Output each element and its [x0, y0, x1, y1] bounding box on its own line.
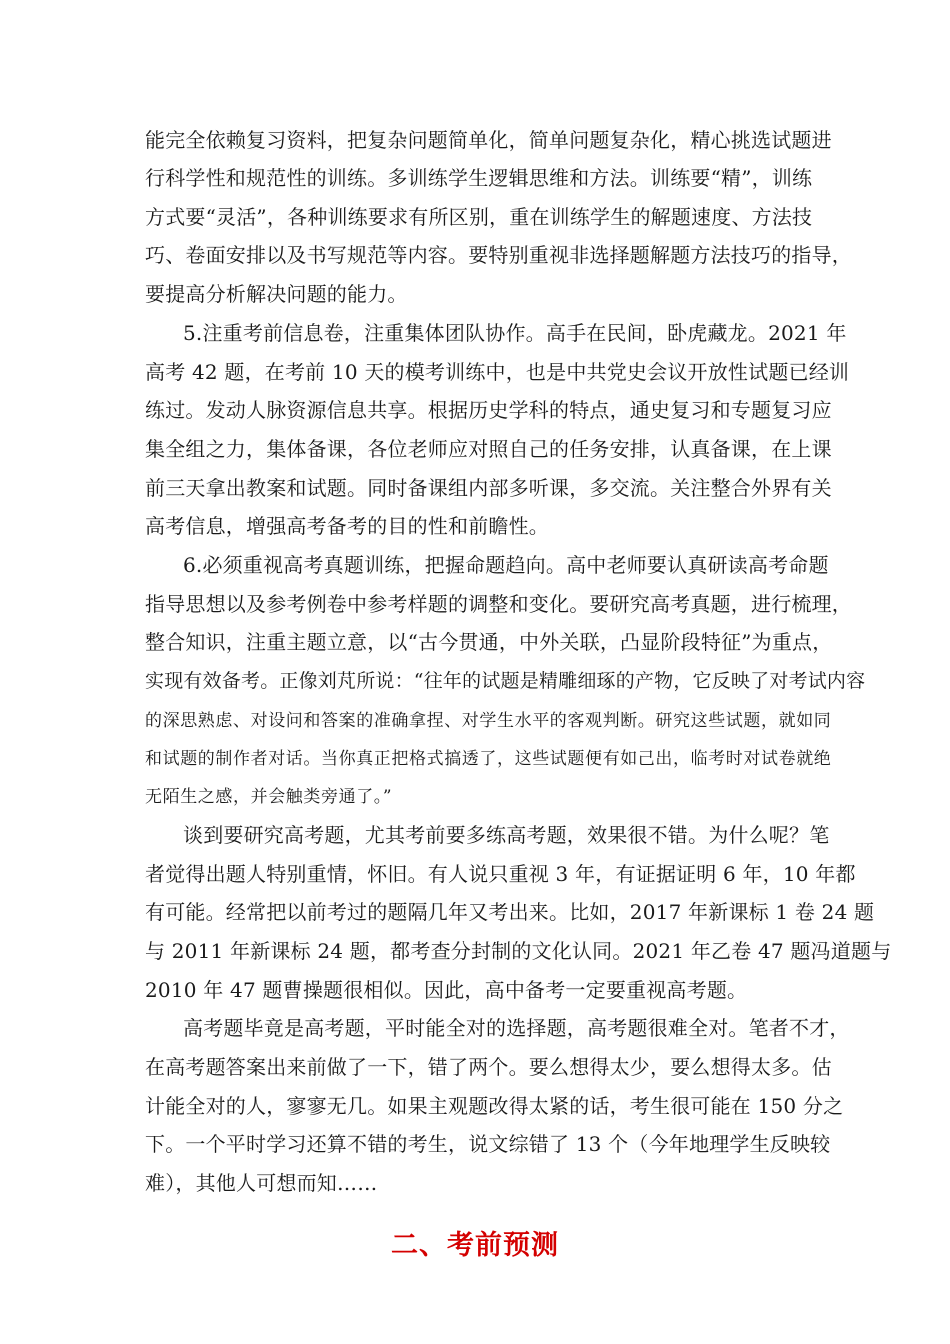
paragraph-line: 要提高分析解决问题的能力。 [145, 282, 408, 306]
paragraph-line: 高考信息，增强高考备考的目的性和前瞻性。 [145, 514, 549, 538]
paragraph-line: 高考题毕竟是高考题，平时能全对的选择题，高考题很难全对。笔者不才， [183, 1016, 850, 1040]
quote-line: 无陌生之感，并会触类旁通了。” [145, 787, 393, 807]
paragraph-line: 在高考题答案出来前做了一下，错了两个。要么想得太少，要么想得太多。估 [145, 1055, 832, 1079]
paragraph-line: 有可能。经常把以前考过的题隔几年又考出来。比如，2017 年新课标 1 卷 24 题 [145, 900, 875, 924]
paragraph-line: 集全组之力，集体备课，各位老师应对照自己的任务安排，认真备课，在上课 [145, 437, 832, 461]
paragraph-line: 与 2011 年新课标 24 题，都考查分封制的文化认同。2021 年乙卷 47 题冯道题与 [145, 939, 892, 963]
paragraph-line: 巧、卷面安排以及书写规范等内容。要特别重视非选择题解题方法技巧的指导， [145, 243, 852, 267]
paragraph-line: 计能全对的人，寥寥无几。如果主观题改得太紧的话，考生很可能在 150 分之 [145, 1094, 844, 1118]
paragraph-line: 练过。发动人脉资源信息共享。根据历史学科的特点，通史复习和专题复习应 [145, 398, 832, 422]
paragraph-line: 6.必须重视高考真题训练，把握命题趋向。高中老师要认真研读高考命题 [183, 553, 829, 577]
paragraph-line: 实现有效备考。正像刘芃所说：“往年的试题是精雕细琢的产物，它反映了对考试内容 [145, 670, 866, 692]
paragraph-line: 5.注重考前信息卷，注重集体团队协作。高手在民间，卧虎藏龙。2021 年 [183, 321, 847, 345]
paragraph-line: 能完全依赖复习资料，把复杂问题简单化，简单问题复杂化，精心挑选试题进 [145, 128, 832, 152]
paragraph-line: 下。一个平时学习还算不错的考生，说文综错了 13 个（今年地理学生反映较 [145, 1132, 831, 1156]
paragraph-line: 者觉得出题人特别重情，怀旧。有人说只重视 3 年，有证据证明 6 年，10 年都 [145, 862, 856, 886]
paragraph-line: 指导思想以及参考例卷中参考样题的调整和变化。要研究高考真题，进行梳理， [145, 592, 852, 616]
quote-line: 和试题的制作者对话。当你真正把格式搞透了，这些试题便有如己出，临考时对试卷就绝 [145, 749, 832, 769]
paragraph-line: 方式要“灵活”，各种训练要求有所区别，重在训练学生的解题速度、方法技 [145, 205, 813, 229]
paragraph-line: 难），其他人可想而知…… [145, 1171, 378, 1195]
paragraph-line: 整合知识，注重主题立意，以“古今贯通，中外关联，凸显阶段特征”为重点， [145, 630, 833, 654]
paragraph-line: 前三天拿出教案和试题。同时备课组内部多听课，多交流。关注整合外界有关 [145, 476, 832, 500]
paragraph-line: 行科学性和规范性的训练。多训练学生逻辑思维和方法。训练要“精”，训练 [145, 166, 813, 190]
quote-line: 的深思熟虑、对设问和答案的准确拿捏、对学生水平的客观判断。研究这些试题，就如同 [145, 711, 832, 731]
paragraph-line: 谈到要研究高考题，尤其考前要多练高考题，效果很不错。为什么呢？笔 [183, 823, 830, 847]
paragraph-line: 2010 年 47 题曹操题很相似。因此，高中备考一定要重视高考题。 [145, 978, 748, 1002]
section-heading: 二、考前预测 [391, 1230, 559, 1261]
paragraph-line: 高考 42 题，在考前 10 天的模考训练中，也是中共党史会议开放性试题已经训 [145, 360, 850, 384]
